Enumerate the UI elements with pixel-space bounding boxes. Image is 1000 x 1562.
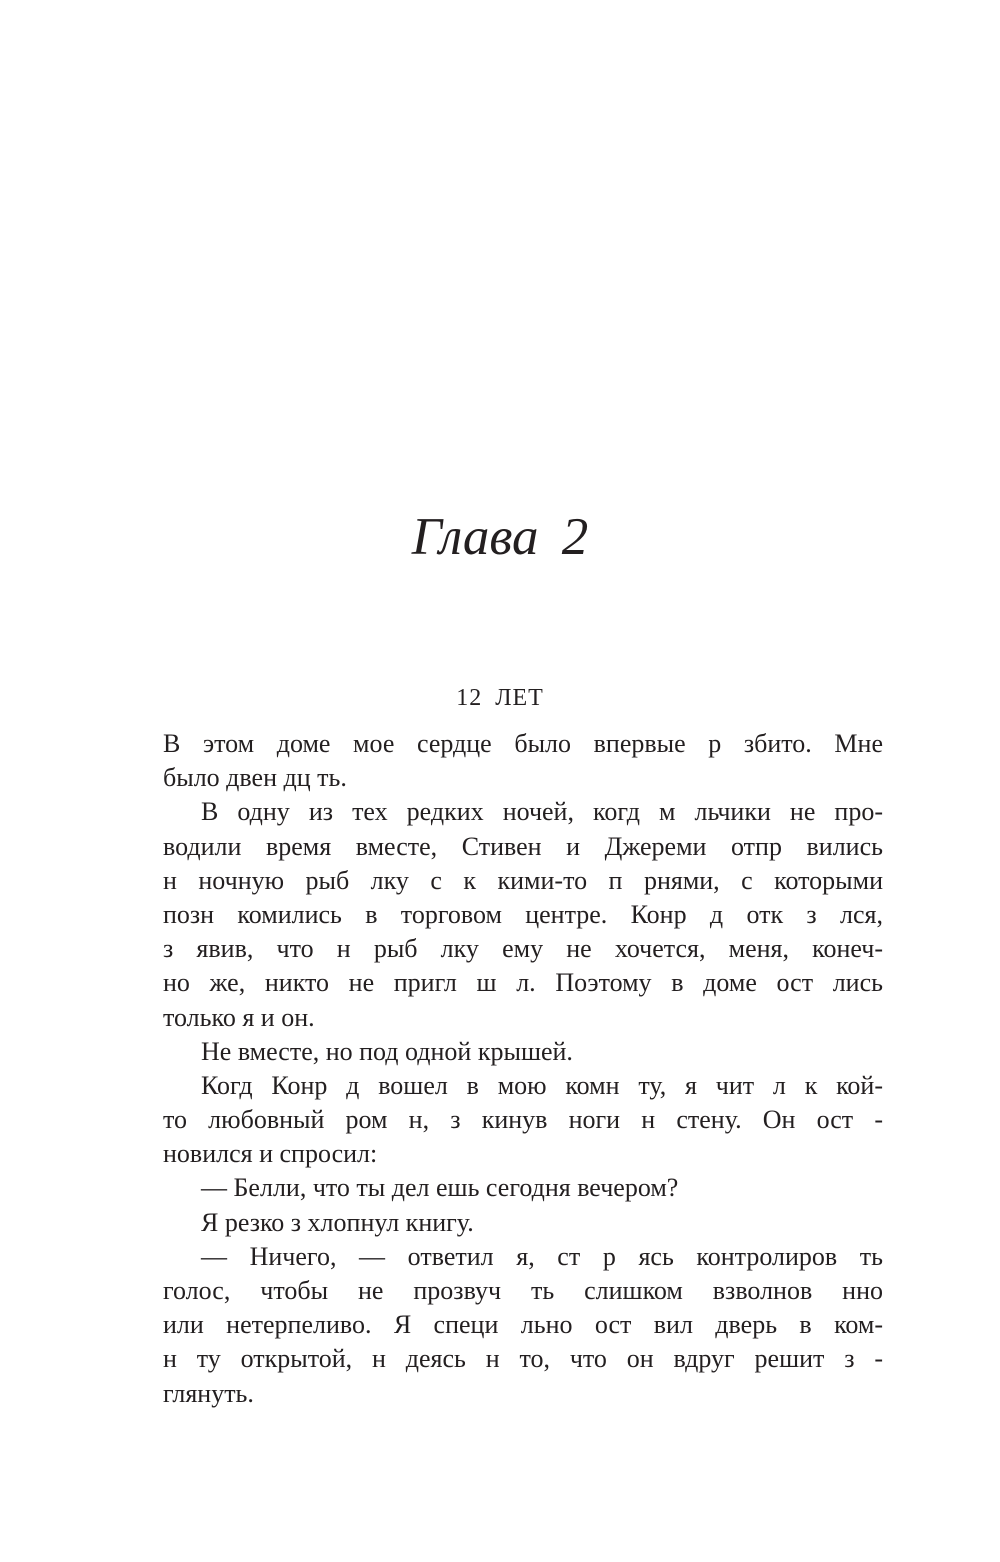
text-line: Я резко з хлопнул книгу. (201, 1207, 474, 1237)
paragraph (163, 727, 883, 795)
text-line: В этом доме мое сердце было впервые р збито. Мне (163, 729, 883, 758)
paragraph (163, 1069, 883, 1172)
text-line: Не вместе, но под одной крышей. (201, 1036, 573, 1066)
body-text (163, 727, 883, 1411)
text-line: н ночную рыб лку с к кими-то п рнями, с которыми (163, 865, 883, 895)
text-line: голос, чтобы не прозвуч ть слишком взволнов нно (163, 1276, 883, 1305)
paragraph (163, 795, 883, 1034)
text-line: новился и спросил: (163, 1139, 378, 1169)
text-line: — Ничего, — ответил я, ст р ясь контролиров ть (201, 1241, 883, 1271)
section-heading: 12 ЛЕТ (456, 685, 544, 711)
paragraph (163, 1240, 883, 1411)
text-line: то любовный ром н, з кинув ноги н стену. Он ост - (163, 1105, 883, 1135)
text-line: только я и он. (163, 1002, 315, 1032)
text-line: — Белли, что ты дел ешь сегодня вечером? (201, 1173, 679, 1203)
chapter-title: Глава 2 (411, 508, 589, 566)
text-line: глянуть. (163, 1378, 254, 1408)
text-line: з явив, что н рыб лку ему не хочется, меня, конеч- (163, 934, 883, 964)
text-line: Когд Конр д вошел в мою комн ту, я чит л к кой- (201, 1070, 883, 1100)
text-line: н ту открытой, н деясь н то, что он вдруг решит з - (163, 1344, 883, 1374)
text-line: В одну из тех редких ночей, когд м льчики не про- (201, 797, 883, 827)
text-line: или нетерпеливо. Я специ льно ост вил дверь в ком- (163, 1310, 883, 1340)
paragraph (163, 1206, 883, 1240)
text-line: водили время вместе, Стивен и Джереми отпр вились (163, 831, 883, 861)
text-line: позн комились в торговом центре. Конр д отк з лся, (163, 899, 883, 929)
paragraph (163, 1035, 883, 1069)
text-line: было двен дц ть. (163, 763, 347, 793)
paragraph (163, 1171, 883, 1205)
text-line: но же, никто не пригл ш л. Поэтому в доме ост лись (163, 968, 883, 998)
